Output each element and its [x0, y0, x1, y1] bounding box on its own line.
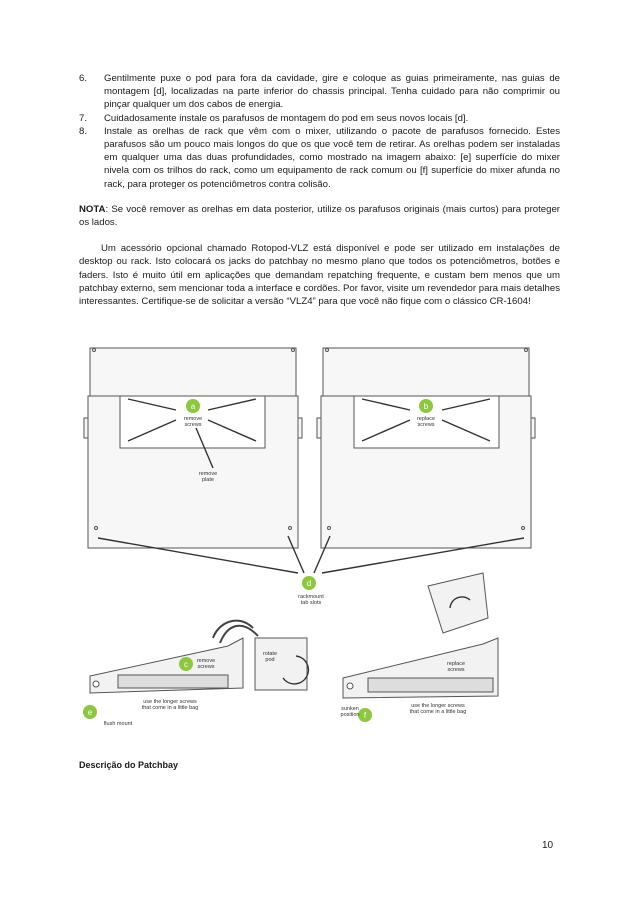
rackmount-label: rackmount: [298, 594, 324, 600]
svg-text:d: d: [306, 579, 312, 588]
label-b-badge: [419, 399, 433, 413]
svg-text:e: e: [87, 708, 93, 717]
remove-screws-label: screws: [184, 422, 202, 428]
c-remove-screws-label: remove: [196, 658, 216, 664]
list-text: Cuidadosamente instale os parafusos de montagem do pod em seus novos locais [d].: [104, 112, 469, 124]
replace-screws-label: screws: [417, 422, 435, 428]
note-text: : Se você remover as orelhas em data posterior, utilize os parafusos originais (mais curtos) para proteger os lados.: [79, 203, 560, 229]
rotate-pod-label: rotate: [262, 651, 278, 657]
list-number: 8.: [79, 125, 88, 137]
note-label: NOTA: [79, 203, 106, 215]
remove-plate-label: plate: [202, 477, 214, 483]
note-paragraph: [79, 203, 560, 229]
svg-text:a: a: [190, 402, 196, 411]
body-paragraph: Um acessório opcional chamado Rotopod-VLZ está disponível e pode ser utilizado em instalações de desktop ou rack. Isto colocará os jacks do patchbay no mesmo plano que todos os potenciômetros, botões e faders. Isto é muito útil em aplicações que demandam repatching frequente, e custam bem menos que um patchbay externo, sem mencionar toda a interface e cordões. Por favor, visite um revendedor para mais detalhes interessantes. Certifique-se de solicitar a versão “VLZ4” para que você não fique com o clássico CR-1604!: [79, 243, 560, 308]
figure-caption: Descrição do Patchbay: [79, 760, 179, 770]
list-item: [79, 72, 560, 112]
svg-text:f: f: [363, 711, 367, 720]
f-replace-screws-label: replace: [446, 661, 466, 667]
mixer-top-left: [84, 348, 302, 548]
f-replace-screws-label: screws: [447, 667, 465, 673]
rackmount-label: tab slots: [300, 600, 322, 606]
svg-text:b: b: [423, 402, 429, 411]
label-c-badge: [179, 657, 193, 671]
label-d-badge: [302, 576, 316, 590]
list-text: Instale as orelhas de rack que vêm com o mixer, utilizando o pacote de parafusos fornecido. Estes parafusos são um pouco mais longos do que os que você tem de retirar. As orelhas podem ser instaladas em qualquer uma das duas profundidades, como mostrado na imagem abaixo: [e] superfície do mixer nivela com os trilhos do rack, como um equipamento de rack comum ou [f] superfície do mixer afunda no rack, para proteger os potenciômetros contra colisão.: [104, 125, 560, 190]
mixer-side-right: [343, 573, 498, 698]
longer-screws-right-label: use the longer screws: [411, 703, 465, 709]
longer-screws-left-label: that come in a little bag: [141, 705, 199, 711]
mixer-top-right: [317, 348, 535, 548]
c-remove-screws-label: screws: [197, 664, 215, 670]
replace-screws-label: replace: [416, 416, 436, 422]
longer-screws-right-label: that come in a little bag: [409, 709, 467, 715]
page-number: 10: [542, 840, 554, 851]
list-number: 7.: [79, 112, 88, 124]
longer-screws-left-label: use the longer screws: [143, 699, 197, 705]
mixer-side-left: [90, 621, 258, 693]
label-f-badge: [358, 708, 372, 722]
instruction-list: [79, 72, 560, 308]
rack-mount-diagram: [78, 338, 560, 738]
label-a-badge: [186, 399, 200, 413]
list-text: Gentilmente puxe o pod para fora da cavidade, gire e coloque as guias primeiramente, nas guias de montagem [d], localizadas na parte inferior do chassis principal. Tenha cuidado para não comprimir ou pinçar qualquer um dos cabos de energia.: [104, 73, 560, 111]
list-item: [79, 112, 560, 125]
sunken-position-label: position: [340, 712, 360, 718]
remove-screws-label: remove: [183, 416, 203, 422]
label-e-badge: [83, 705, 97, 719]
rotate-pod-panel: [255, 638, 308, 690]
list-number: 6.: [79, 73, 88, 84]
flush-mount-label: flush mount: [103, 721, 133, 727]
list-item: [79, 125, 560, 191]
remove-plate-label: remove: [198, 471, 218, 477]
sunken-position-label: sunken: [341, 706, 359, 712]
rotate-pod-label: pod: [265, 657, 275, 663]
svg-text:c: c: [184, 660, 188, 669]
